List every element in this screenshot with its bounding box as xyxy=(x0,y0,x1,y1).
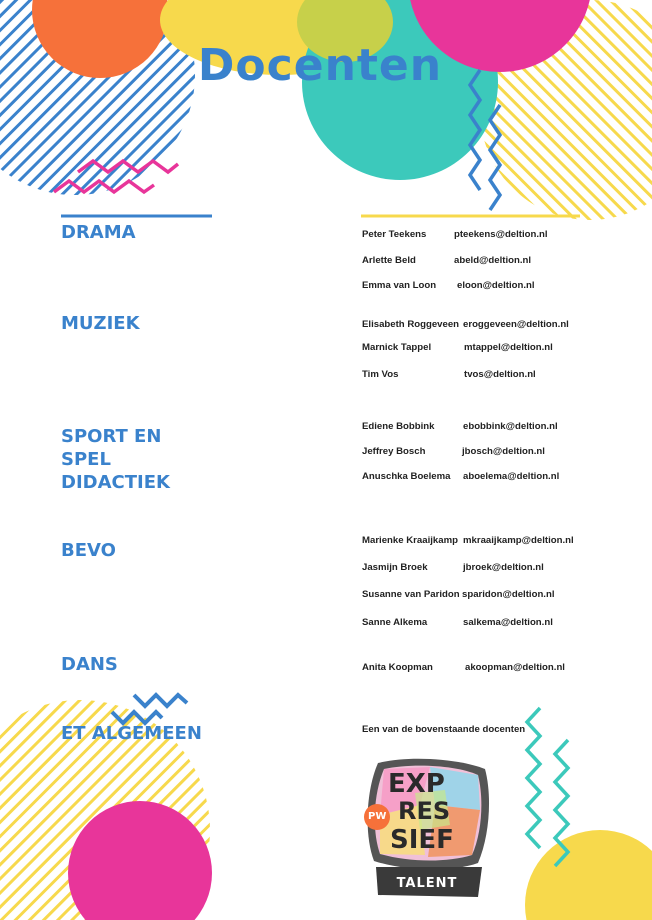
page-title: Docenten xyxy=(197,40,443,91)
category-sport-line1: SPORT EN xyxy=(61,426,162,447)
teacher-email[interactable]: mtappel@deltion.nl xyxy=(464,342,553,353)
teacher-name: Emma van Loon xyxy=(362,280,437,291)
teacher-row xyxy=(362,369,536,380)
teacher-email[interactable]: eloon@deltion.nl xyxy=(457,280,535,291)
teacher-row xyxy=(362,255,532,266)
logo-line3: SIEF xyxy=(390,825,454,855)
teacher-name: Ediene Bobbink xyxy=(362,421,435,432)
teacher-name: Marienke Kraaijkamp xyxy=(362,535,458,546)
teacher-row xyxy=(362,662,565,673)
category-sport-line2: SPEL xyxy=(61,449,111,470)
zigzag-blue-3 xyxy=(134,695,187,706)
yellow-circle-bottom xyxy=(525,830,652,920)
teacher-name: Sanne Alkema xyxy=(362,617,428,628)
teacher-row xyxy=(362,535,574,546)
category-dans: DANS xyxy=(61,654,118,675)
logo-talent: TALENT xyxy=(396,876,458,891)
logo-badge: PW xyxy=(368,811,387,822)
teacher-name: Tim Vos xyxy=(362,369,399,380)
category-muziek: MUZIEK xyxy=(61,313,140,334)
teacher-email[interactable]: aboelema@deltion.nl xyxy=(463,471,560,482)
teacher-email[interactable]: jbosch@deltion.nl xyxy=(462,446,545,457)
teacher-row xyxy=(362,617,553,628)
teacher-row xyxy=(362,319,569,330)
teacher-name: Marnick Tappel xyxy=(362,342,432,353)
expressief-talent-logo xyxy=(360,755,495,905)
teacher-name: Jasmijn Broek xyxy=(362,562,428,573)
teacher-row xyxy=(362,562,544,573)
teacher-row xyxy=(362,342,553,353)
logo-line1: EXP xyxy=(388,769,445,799)
teacher-row xyxy=(362,589,555,600)
teacher-email[interactable]: abeld@deltion.nl xyxy=(454,255,532,266)
teacher-name: Jeffrey Bosch xyxy=(362,446,426,457)
teacher-name: Anita Koopman xyxy=(362,662,433,673)
teacher-row xyxy=(362,471,560,482)
logo-line2: RES xyxy=(398,797,451,825)
teacher-row xyxy=(362,229,548,240)
teacher-email[interactable]: salkema@deltion.nl xyxy=(463,617,553,628)
category-sport-line3: DIDACTIEK xyxy=(61,472,170,493)
teacher-email[interactable]: tvos@deltion.nl xyxy=(464,369,536,380)
teacher-email[interactable]: jbroek@deltion.nl xyxy=(463,562,544,573)
teacher-email[interactable]: ebobbink@deltion.nl xyxy=(463,421,558,432)
teacher-row xyxy=(362,280,535,291)
teacher-name: Arlette Beld xyxy=(362,255,416,266)
teacher-email[interactable]: sparidon@deltion.nl xyxy=(462,589,555,600)
teacher-name: Susanne van Paridon xyxy=(362,589,460,600)
general-note: Een van de bovenstaande docenten xyxy=(362,724,526,735)
teacher-email[interactable]: mkraaijkamp@deltion.nl xyxy=(463,535,574,546)
category-algemeen: ET ALGEMEEN xyxy=(61,723,202,744)
teacher-row xyxy=(362,421,558,432)
teacher-email[interactable]: pteekens@deltion.nl xyxy=(454,229,548,240)
teacher-name: Anuschka Boelema xyxy=(362,471,451,482)
category-drama: DRAMA xyxy=(61,222,136,243)
teacher-name: Elisabeth Roggeveen xyxy=(362,319,460,330)
teacher-email[interactable]: akoopman@deltion.nl xyxy=(465,662,565,673)
zigzag-teal-1 xyxy=(527,708,540,848)
category-bevo: BEVO xyxy=(61,540,116,561)
teacher-name: Peter Teekens xyxy=(362,229,427,240)
teacher-email[interactable]: eroggeveen@deltion.nl xyxy=(463,319,569,330)
teacher-row xyxy=(362,446,545,457)
